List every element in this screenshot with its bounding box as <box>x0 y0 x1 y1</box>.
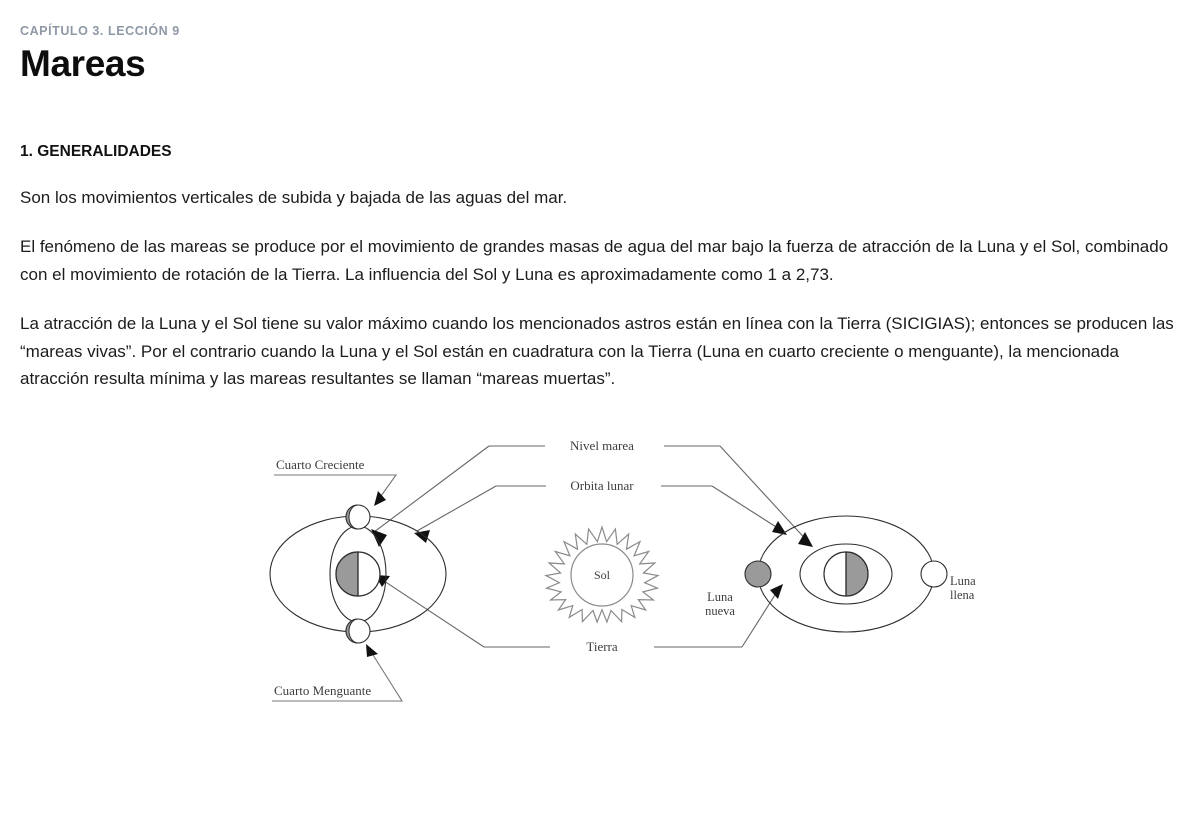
sun-symbol <box>546 527 658 622</box>
leader-nivel-marea-right-diagonal <box>720 446 810 544</box>
leader-nivel-marea-left-diagonal <box>374 446 489 532</box>
arrowhead-orbita-lunar-left <box>414 530 430 543</box>
label-luna-llena-line2: llena <box>950 587 975 602</box>
arrowhead-cuarto-menguante <box>366 644 378 657</box>
paragraph-3: La atracción de la Luna y el Sol tiene su valor máximo cuando los mencionados astros están en línea con la Tierra (SICIGIAS); entonces se producen las “mareas vivas”. Por el contrario cuando la Luna y el Sol están en cuadratura con la Tierra (Luna en cuarto creciente o menguante), la mencionada atracción resulta mínima y las mareas resultantes se llaman “mareas muertas”. <box>20 314 1174 389</box>
label-tierra: Tierra <box>586 638 618 654</box>
leader-orbita-lunar-right-diagonal <box>712 486 784 532</box>
earth-right <box>824 552 868 596</box>
arrowhead-nivel-marea-right <box>798 532 813 547</box>
leader-tierra-left-diagonal <box>378 577 484 647</box>
moon-cuarto-creciente <box>346 505 370 529</box>
label-luna-llena-line1: Luna <box>950 573 976 588</box>
label-cuarto-menguante: Cuarto Menguante <box>274 682 372 698</box>
label-sol: Sol <box>593 567 611 582</box>
paragraph-2: El fenómeno de las mareas se produce por el movimiento de grandes masas de agua del mar bajo la fuerza de atracción de la Luna y el Sol, combinado con el movimiento de rotación de la Tierra. La influencia del Sol y Luna es aproximadamente como 1 a 2,73. <box>20 237 1169 284</box>
tides-diagram <box>250 419 976 719</box>
arrowhead-nivel-marea-left <box>371 529 387 547</box>
label-luna-nueva-line2: nueva <box>705 603 735 618</box>
moon-luna-llena <box>921 561 947 587</box>
arrowhead-tierra-right <box>770 584 783 599</box>
chapter-eyebrow: CAPÍTULO 3. LECCIÓN 9 <box>20 24 180 38</box>
label-cuarto-creciente: Cuarto Creciente <box>276 456 365 472</box>
label-nivel-marea: Nivel marea <box>570 437 634 453</box>
label-orbita-lunar: Orbita lunar <box>570 477 634 493</box>
arrowhead-cuarto-creciente <box>374 491 386 506</box>
earth-left <box>336 552 380 596</box>
figure-wrapper <box>20 419 1180 719</box>
leader-orbita-lunar-left-diagonal <box>417 486 496 531</box>
page-title: Mareas <box>20 43 146 84</box>
paragraph-1: Son los movimientos verticales de subida y bajada de las aguas del mar. <box>20 187 568 207</box>
moon-cuarto-menguante <box>346 619 370 643</box>
label-luna-nueva-line1: Luna <box>707 589 733 604</box>
moon-luna-nueva <box>745 561 771 587</box>
section-heading-generalidades: 1. GENERALIDADES <box>20 142 172 160</box>
leader-tierra-right-diagonal <box>742 587 780 647</box>
